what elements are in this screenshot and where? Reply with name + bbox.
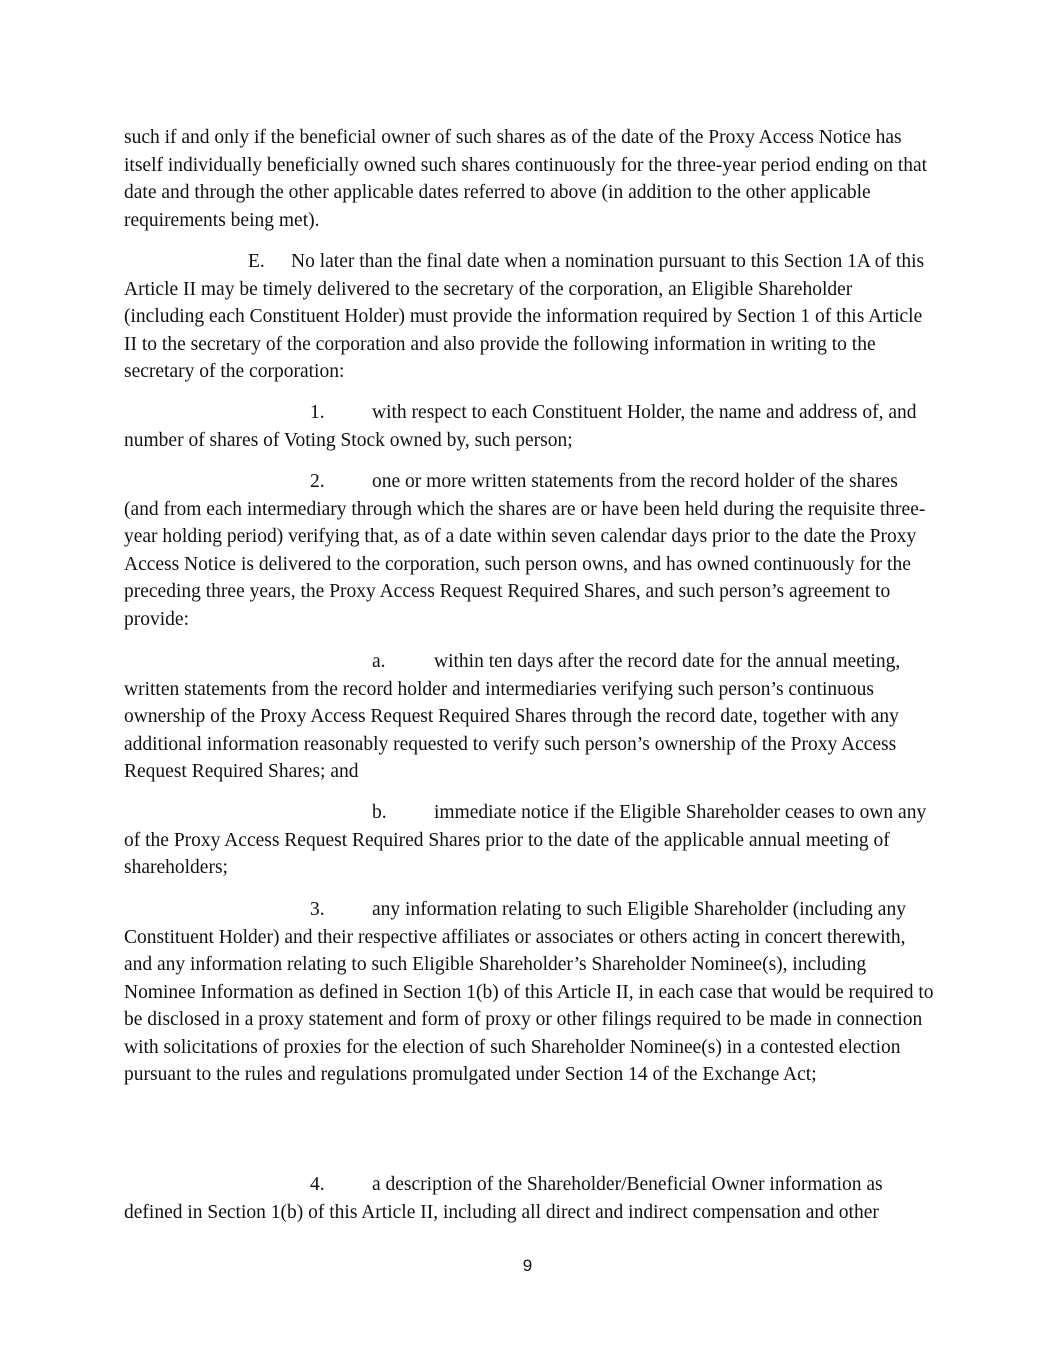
list-item-3-marker: 3. (310, 899, 325, 920)
list-item-3-text: any information relating to such Eligible Shareholder (including any Constituent Holder) and their respective affiliates or associates or others acting in concert therewith, and any information relating to such Eligible Shareholder’s Shareholder Nominee(s), including Nominee Information as defined in Section 1(b) of this Article II, in each case that would be required to be disclosed in a proxy statement and form of proxy or other filings required to be made in connection with solicitations of proxies for the election of such Shareholder Nominee(s) in a contested election pursuant to the rules and regulations promulgated under Section 14 of the Exchange Act; (124, 899, 934, 1085)
list-item-2b (124, 799, 934, 882)
list-item-2b-text: immediate notice if the Eligible Shareholder ceases to own any of the Proxy Access Request Required Shares prior to the date of the applicable annual meeting of shareholders; (124, 802, 927, 878)
list-item-3 (124, 896, 934, 1089)
paragraph-section-e (124, 248, 934, 386)
list-item-2a-marker: a. (372, 651, 386, 672)
paragraph-intro: such if and only if the beneficial owner of such shares as of the date of the Proxy Access Notice has itself individually beneficially owned such shares continuously for the three-year period ending on that date and through the other applicable dates referred to above (in addition to the other applicable requirements being met). (124, 127, 928, 231)
list-item-2b-marker: b. (372, 802, 387, 823)
list-item-2 (124, 468, 934, 633)
list-item-1-marker: 1. (310, 402, 325, 423)
list-item-2a-text: within ten days after the record date for the annual meeting, written statements from the record holder and intermediaries verifying such person’s continuous ownership of the Proxy Access Request Required Shares through the record date, together with any additional information reasonably requested to verify such person’s ownership of the Proxy Access Request Required Shares; and (124, 651, 901, 782)
page-number: 9 (522, 1256, 533, 1275)
list-item-2a (124, 648, 934, 786)
list-item-1-text: with respect to each Constituent Holder, the name and address of, and number of shares of Voting Stock owned by, such person; (124, 402, 917, 451)
list-item-2-marker: 2. (310, 471, 325, 492)
list-item-2-text: one or more written statements from the record holder of the shares (and from each intermediary through which the shares are or have been held during the requisite three-year holding period) verifying that, as of a date within seven calendar days prior to the date the Proxy Access Notice is delivered to the corporation, such person owns, and has owned continuously for the preceding three years, the Proxy Access Request Required Shares, and such person’s agreement to provide: (124, 471, 926, 630)
list-item-4-text: a description of the Shareholder/Beneficial Owner information as defined in Section 1(b) of this Article II, including all direct and indirect compensation and other (124, 1174, 883, 1223)
section-e-marker: E. (248, 251, 265, 272)
list-item-1 (124, 399, 934, 454)
section-e-text: No later than the final date when a nomination pursuant to this Section 1A of this Article II may be timely delivered to the secretary of the corporation, an Eligible Shareholder (including each Constituent Holder) must provide the information required by Section 1 of this Article II to the secretary of the corporation and also provide the following information in writing to the secretary of the corporation: (124, 251, 925, 382)
list-item-4-marker: 4. (310, 1174, 325, 1195)
list-item-4 (124, 1171, 934, 1226)
